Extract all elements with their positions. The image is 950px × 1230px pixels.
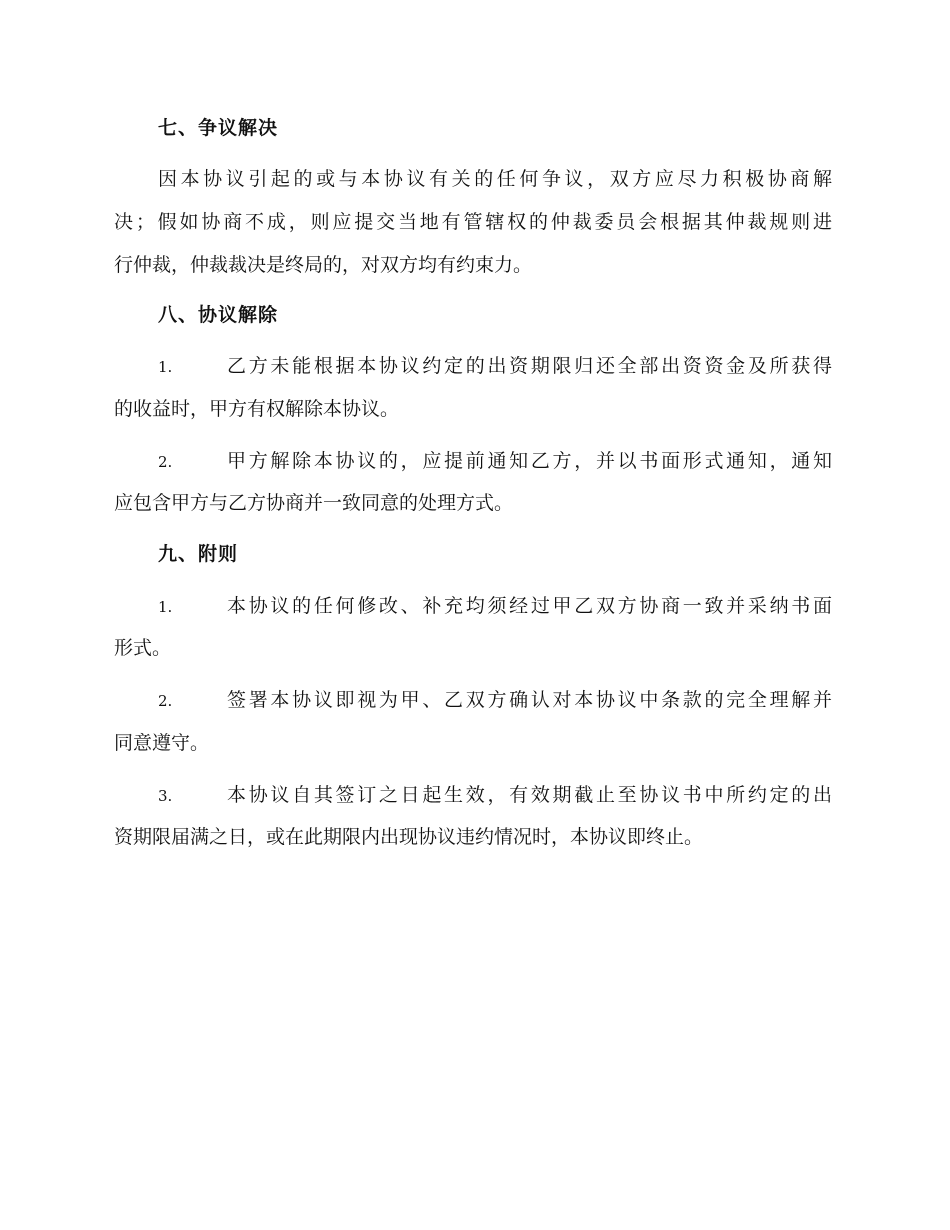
section-heading-dispute-resolution: 七、争议解决 <box>158 117 279 139</box>
paragraph-line: 应包含甲方与乙方协商并一致同意的处理方式。 <box>114 492 514 514</box>
paragraph-line: 同意遵守。 <box>114 732 210 754</box>
section-heading-termination: 八、协议解除 <box>158 304 279 326</box>
paragraph-line: 本协议的任何修改、补充均须经过甲乙双方协商一致并采纳书面 <box>227 595 832 617</box>
item-number: 1. <box>158 598 173 616</box>
paragraph-line: 资期限届满之日，或在此期限内出现协议违约情况时，本协议即终止。 <box>114 826 704 848</box>
item-number: 3. <box>158 787 173 805</box>
item-number: 1. <box>158 358 173 376</box>
item-number: 2. <box>158 453 173 471</box>
paragraph-line: 因本协议引起的或与本协议有关的任何争议，双方应尽力积极协商解 <box>158 168 832 190</box>
paragraph-line: 乙方未能根据本协议约定的出资期限归还全部出资资金及所获得 <box>227 355 832 377</box>
paragraph-line: 签署本协议即视为甲、乙双方确认对本协议中条款的完全理解并 <box>227 689 832 711</box>
section-heading-supplementary: 九、附则 <box>158 543 239 565</box>
paragraph-line: 的收益时，甲方有权解除本协议。 <box>114 398 400 420</box>
paragraph-line: 决；假如协商不成，则应提交当地有管辖权的仲裁委员会根据其仲裁规则进 <box>114 211 832 233</box>
paragraph-line: 行仲裁，仲裁裁决是终局的，对双方均有约束力。 <box>114 254 533 276</box>
paragraph-line: 甲方解除本协议的，应提前通知乙方，并以书面形式通知，通知 <box>227 450 832 472</box>
item-number: 2. <box>158 692 173 710</box>
paragraph-line: 形式。 <box>114 637 172 659</box>
paragraph-line: 本协议自其签订之日起生效，有效期截止至协议书中所约定的出 <box>227 784 832 806</box>
